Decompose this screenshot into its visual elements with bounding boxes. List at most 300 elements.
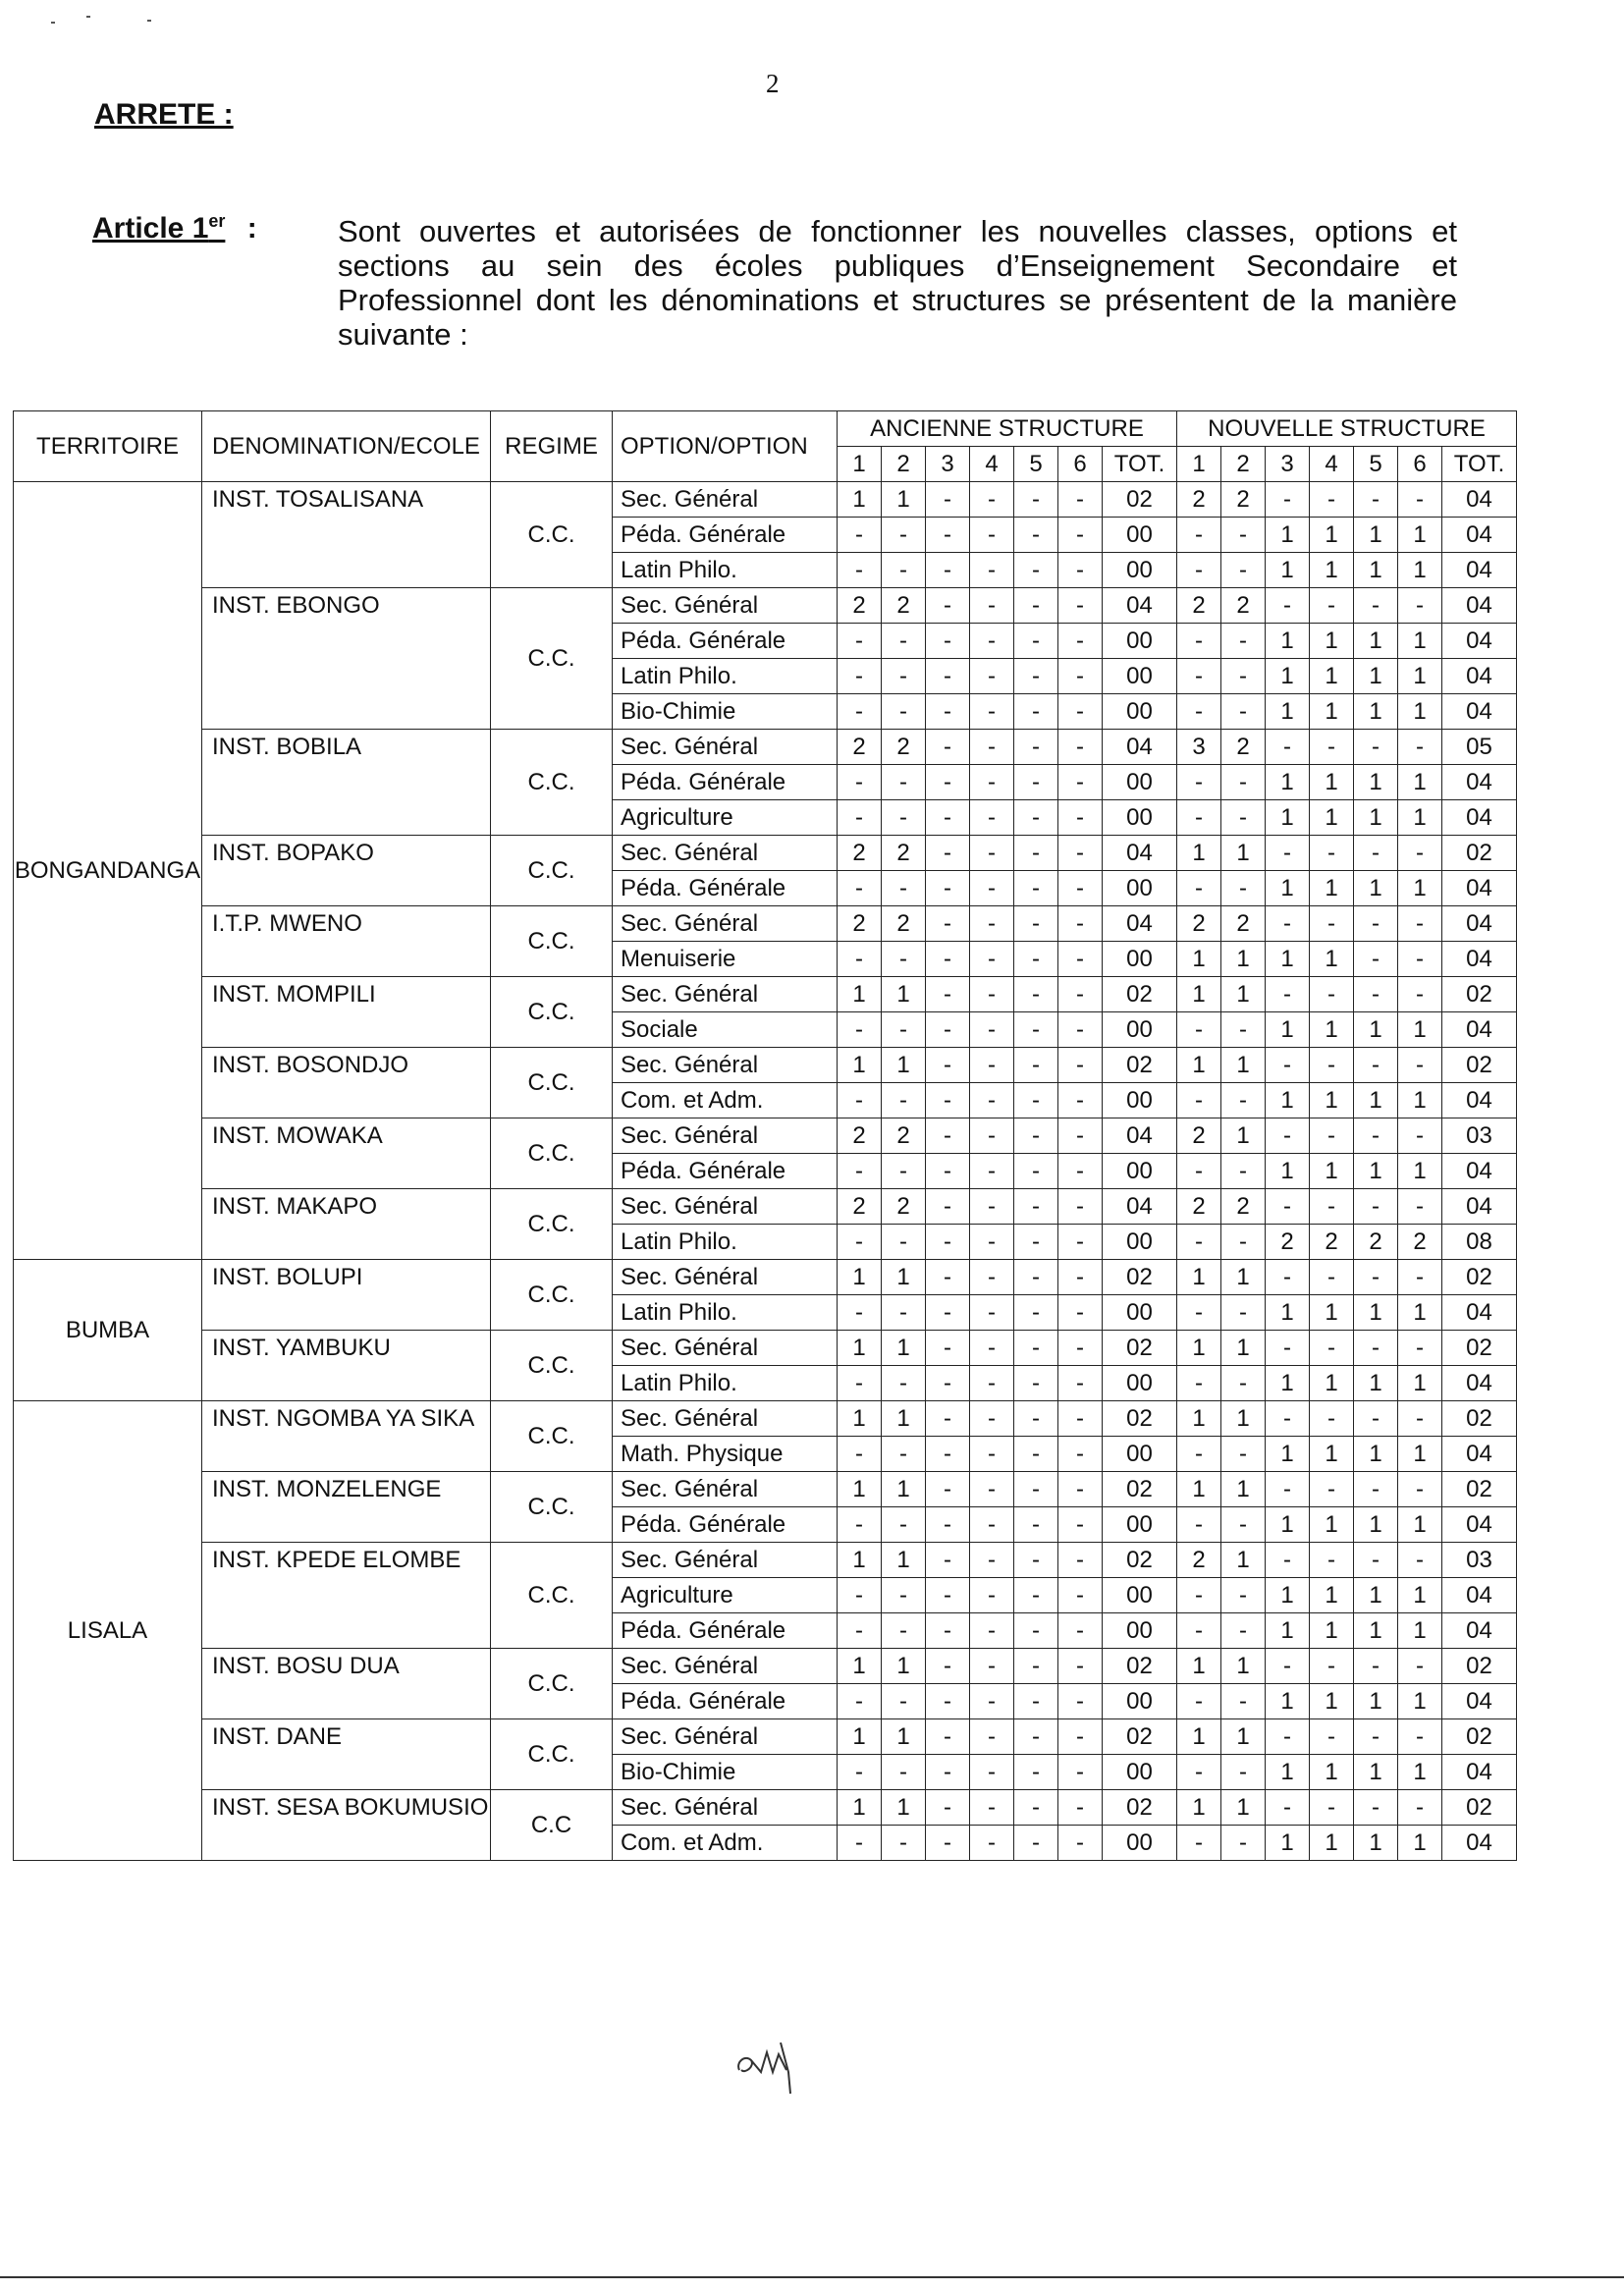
- nouvelle-class-cell: 1: [1398, 765, 1442, 800]
- option-cell: Sec. Général: [613, 1331, 838, 1366]
- nouvelle-class-cell: 1: [1398, 624, 1442, 659]
- nouvelle-class-cell: 1: [1354, 1083, 1398, 1118]
- nouvelle-class-cell: -: [1221, 1225, 1266, 1260]
- ancienne-class-cell: -: [1058, 1295, 1103, 1331]
- nouvelle-class-cell: -: [1310, 730, 1354, 765]
- school-name-cell: INST. EBONGO: [202, 588, 491, 730]
- ancienne-class-cell: -: [1014, 1295, 1058, 1331]
- ancienne-class-cell: 1: [882, 1260, 926, 1295]
- option-cell: Sociale: [613, 1012, 838, 1048]
- ancienne-class-cell: -: [1058, 1154, 1103, 1189]
- ancienne-class-cell: -: [838, 518, 882, 553]
- nouvelle-class-cell: -: [1177, 1012, 1221, 1048]
- nouvelle-class-cell: -: [1177, 624, 1221, 659]
- ancienne-class-cell: -: [1058, 1083, 1103, 1118]
- nouvelle-class-cell: 1: [1221, 836, 1266, 871]
- option-cell: Agriculture: [613, 800, 838, 836]
- ancienne-class-cell: -: [1058, 518, 1103, 553]
- nouvelle-class-cell: 1: [1354, 871, 1398, 906]
- nouvelle-class-cell: 1: [1398, 1437, 1442, 1472]
- nouvelle-class-cell: 1: [1177, 836, 1221, 871]
- ancienne-class-cell: -: [970, 977, 1014, 1012]
- school-name-cell: INST. BOBILA: [202, 730, 491, 836]
- ancienne-class-cell: -: [926, 1790, 970, 1826]
- nouvelle-class-cell: 1: [1266, 871, 1310, 906]
- ancienne-total-cell: 04: [1103, 836, 1177, 871]
- ancienne-class-cell: -: [882, 1437, 926, 1472]
- table-row: [14, 977, 1517, 1012]
- scan-speck: [86, 16, 90, 18]
- nouvelle-class-cell: -: [1177, 553, 1221, 588]
- nouvelle-total-cell: 04: [1442, 942, 1517, 977]
- nouvelle-class-cell: 1: [1177, 942, 1221, 977]
- ancienne-class-cell: -: [1014, 694, 1058, 730]
- ancienne-class-cell: -: [1058, 1189, 1103, 1225]
- ancienne-class-cell: -: [970, 1118, 1014, 1154]
- ancienne-class-cell: -: [970, 1225, 1014, 1260]
- ancienne-class-cell: -: [838, 1578, 882, 1613]
- ancienne-class-cell: -: [970, 1012, 1014, 1048]
- ancienne-total-cell: 00: [1103, 553, 1177, 588]
- nouvelle-class-cell: -: [1177, 1225, 1221, 1260]
- nouvelle-class-cell: 2: [1221, 588, 1266, 624]
- nouvelle-class-cell: -: [1354, 1331, 1398, 1366]
- option-cell: Bio-Chimie: [613, 694, 838, 730]
- ancienne-class-cell: -: [1058, 588, 1103, 624]
- header-denomination: DENOMINATION/ECOLE: [202, 411, 491, 482]
- ancienne-class-cell: 1: [838, 977, 882, 1012]
- nouvelle-class-cell: -: [1266, 482, 1310, 518]
- ancienne-total-cell: 00: [1103, 1083, 1177, 1118]
- nouvelle-class-cell: -: [1177, 1578, 1221, 1613]
- nouvelle-class-cell: 2: [1177, 1118, 1221, 1154]
- nouvelle-class-cell: -: [1310, 1048, 1354, 1083]
- ancienne-class-cell: -: [926, 1613, 970, 1649]
- nouvelle-class-cell: -: [1177, 694, 1221, 730]
- bottom-rule: [0, 2276, 1624, 2278]
- nouvelle-class-cell: 1: [1266, 1154, 1310, 1189]
- ancienne-class-cell: -: [970, 1613, 1014, 1649]
- table-row: [14, 1472, 1517, 1507]
- ancienne-class-cell: -: [970, 518, 1014, 553]
- ancienne-class-cell: -: [970, 906, 1014, 942]
- ancienne-class-cell: -: [1014, 836, 1058, 871]
- ancienne-class-cell: -: [1058, 482, 1103, 518]
- nouvelle-class-cell: -: [1310, 1401, 1354, 1437]
- regime-cell: C.C.: [491, 588, 613, 730]
- signature-initials: [731, 2033, 810, 2101]
- ancienne-class-cell: -: [882, 1225, 926, 1260]
- nouvelle-total-cell: 02: [1442, 1472, 1517, 1507]
- table-row: [14, 906, 1517, 942]
- ancienne-class-cell: -: [1014, 1472, 1058, 1507]
- ancienne-class-cell: -: [838, 553, 882, 588]
- ancienne-class-cell: -: [838, 1154, 882, 1189]
- ancienne-class-cell: -: [970, 1472, 1014, 1507]
- option-cell: Sec. Général: [613, 1472, 838, 1507]
- nouvelle-class-cell: 2: [1177, 1543, 1221, 1578]
- nouvelle-class-cell: -: [1221, 1613, 1266, 1649]
- ancienne-class-cell: -: [970, 1048, 1014, 1083]
- ancienne-class-cell: -: [838, 1437, 882, 1472]
- nouvelle-class-cell: 1: [1310, 1755, 1354, 1790]
- ancienne-class-cell: -: [970, 1790, 1014, 1826]
- nouvelle-class-cell: 1: [1354, 1366, 1398, 1401]
- ancienne-class-cell: -: [1014, 1543, 1058, 1578]
- ancienne-class-cell: -: [926, 1649, 970, 1684]
- nouvelle-total-cell: 02: [1442, 1790, 1517, 1826]
- option-cell: Sec. Général: [613, 730, 838, 765]
- ancienne-class-cell: -: [1058, 553, 1103, 588]
- ancienne-total-cell: 00: [1103, 1507, 1177, 1543]
- nouvelle-class-cell: 1: [1221, 1649, 1266, 1684]
- ancienne-class-cell: -: [1014, 942, 1058, 977]
- header-anc-class-5: 5: [1014, 447, 1058, 482]
- nouvelle-class-cell: -: [1310, 836, 1354, 871]
- ancienne-class-cell: -: [926, 482, 970, 518]
- ancienne-class-cell: -: [838, 694, 882, 730]
- ancienne-class-cell: -: [882, 1613, 926, 1649]
- ancienne-total-cell: 00: [1103, 518, 1177, 553]
- nouvelle-class-cell: -: [1310, 1472, 1354, 1507]
- option-cell: Com. et Adm.: [613, 1826, 838, 1861]
- ancienne-class-cell: -: [926, 1295, 970, 1331]
- nouvelle-class-cell: 1: [1354, 1613, 1398, 1649]
- ancienne-total-cell: 02: [1103, 1401, 1177, 1437]
- nouvelle-class-cell: 1: [1354, 659, 1398, 694]
- nouvelle-class-cell: 1: [1221, 977, 1266, 1012]
- ancienne-class-cell: -: [882, 1826, 926, 1861]
- ancienne-class-cell: -: [926, 1118, 970, 1154]
- ancienne-class-cell: -: [926, 1472, 970, 1507]
- nouvelle-class-cell: -: [1177, 518, 1221, 553]
- nouvelle-class-cell: -: [1310, 1260, 1354, 1295]
- ancienne-class-cell: -: [970, 1083, 1014, 1118]
- article-label-colon: :: [246, 212, 257, 245]
- nouvelle-class-cell: -: [1310, 1189, 1354, 1225]
- regime-cell: C.C.: [491, 1118, 613, 1189]
- nouvelle-class-cell: -: [1221, 1684, 1266, 1719]
- ancienne-class-cell: -: [970, 836, 1014, 871]
- nouvelle-class-cell: 1: [1398, 1154, 1442, 1189]
- ancienne-class-cell: -: [882, 871, 926, 906]
- nouvelle-class-cell: 2: [1266, 1225, 1310, 1260]
- ancienne-total-cell: 00: [1103, 942, 1177, 977]
- nouvelle-total-cell: 04: [1442, 1083, 1517, 1118]
- nouvelle-class-cell: 1: [1177, 1719, 1221, 1755]
- nouvelle-total-cell: 04: [1442, 871, 1517, 906]
- nouvelle-class-cell: -: [1177, 1507, 1221, 1543]
- ancienne-class-cell: -: [882, 765, 926, 800]
- header-nouv-class-5: 5: [1354, 447, 1398, 482]
- ancienne-class-cell: -: [926, 1755, 970, 1790]
- ancienne-class-cell: -: [926, 588, 970, 624]
- nouvelle-class-cell: 2: [1177, 588, 1221, 624]
- school-name-cell: I.T.P. MWENO: [202, 906, 491, 977]
- nouvelle-class-cell: -: [1310, 482, 1354, 518]
- nouvelle-class-cell: 1: [1354, 765, 1398, 800]
- regime-cell: C.C.: [491, 482, 613, 588]
- ancienne-class-cell: 1: [838, 1543, 882, 1578]
- ancienne-class-cell: -: [926, 1507, 970, 1543]
- nouvelle-class-cell: -: [1266, 1790, 1310, 1826]
- nouvelle-class-cell: -: [1221, 1755, 1266, 1790]
- nouvelle-class-cell: -: [1221, 1012, 1266, 1048]
- nouvelle-class-cell: 1: [1354, 1755, 1398, 1790]
- option-cell: Agriculture: [613, 1578, 838, 1613]
- nouvelle-total-cell: 04: [1442, 1437, 1517, 1472]
- nouvelle-class-cell: 1: [1310, 659, 1354, 694]
- ancienne-class-cell: -: [882, 1083, 926, 1118]
- nouvelle-class-cell: 1: [1310, 518, 1354, 553]
- nouvelle-class-cell: -: [1177, 1826, 1221, 1861]
- ancienne-class-cell: -: [838, 800, 882, 836]
- ancienne-class-cell: -: [882, 1578, 926, 1613]
- nouvelle-total-cell: 04: [1442, 1826, 1517, 1861]
- ancienne-class-cell: -: [1014, 977, 1058, 1012]
- ancienne-class-cell: 1: [882, 977, 926, 1012]
- nouvelle-class-cell: -: [1177, 1437, 1221, 1472]
- nouvelle-class-cell: 1: [1398, 659, 1442, 694]
- nouvelle-class-cell: -: [1177, 1083, 1221, 1118]
- ancienne-class-cell: -: [1058, 1719, 1103, 1755]
- ancienne-class-cell: -: [1058, 1260, 1103, 1295]
- table-row: [14, 1048, 1517, 1083]
- nouvelle-class-cell: -: [1398, 482, 1442, 518]
- nouvelle-class-cell: -: [1266, 1048, 1310, 1083]
- nouvelle-class-cell: -: [1398, 906, 1442, 942]
- nouvelle-class-cell: 1: [1398, 1295, 1442, 1331]
- option-cell: Péda. Générale: [613, 1507, 838, 1543]
- ancienne-class-cell: -: [882, 659, 926, 694]
- nouvelle-class-cell: 1: [1310, 871, 1354, 906]
- header-anc-class-1: 1: [838, 447, 882, 482]
- ancienne-class-cell: -: [1014, 1331, 1058, 1366]
- ancienne-class-cell: -: [970, 624, 1014, 659]
- ancienne-class-cell: -: [970, 482, 1014, 518]
- nouvelle-total-cell: 04: [1442, 1154, 1517, 1189]
- ancienne-class-cell: -: [970, 1154, 1014, 1189]
- nouvelle-class-cell: 1: [1266, 659, 1310, 694]
- nouvelle-class-cell: -: [1221, 659, 1266, 694]
- nouvelle-class-cell: -: [1266, 1719, 1310, 1755]
- option-cell: Péda. Générale: [613, 1613, 838, 1649]
- ancienne-total-cell: 00: [1103, 1225, 1177, 1260]
- ancienne-class-cell: -: [1014, 1613, 1058, 1649]
- nouvelle-class-cell: 1: [1221, 1048, 1266, 1083]
- ancienne-class-cell: -: [838, 1225, 882, 1260]
- ancienne-class-cell: -: [838, 1295, 882, 1331]
- nouvelle-class-cell: -: [1354, 1790, 1398, 1826]
- ancienne-class-cell: -: [926, 694, 970, 730]
- ancienne-class-cell: -: [970, 765, 1014, 800]
- table-row: [14, 836, 1517, 871]
- header-anc-class-6: 6: [1058, 447, 1103, 482]
- ancienne-class-cell: -: [882, 1755, 926, 1790]
- ancienne-class-cell: -: [926, 1048, 970, 1083]
- nouvelle-class-cell: 1: [1221, 1790, 1266, 1826]
- ancienne-class-cell: -: [838, 1507, 882, 1543]
- nouvelle-class-cell: -: [1221, 694, 1266, 730]
- nouvelle-class-cell: -: [1177, 765, 1221, 800]
- nouvelle-class-cell: -: [1354, 1401, 1398, 1437]
- ancienne-class-cell: -: [838, 659, 882, 694]
- ancienne-total-cell: 04: [1103, 906, 1177, 942]
- ancienne-class-cell: -: [1058, 1543, 1103, 1578]
- nouvelle-class-cell: -: [1398, 1649, 1442, 1684]
- ancienne-class-cell: 2: [838, 836, 882, 871]
- ancienne-class-cell: -: [838, 1826, 882, 1861]
- nouvelle-class-cell: 1: [1354, 1012, 1398, 1048]
- ancienne-class-cell: -: [1058, 1225, 1103, 1260]
- school-name-cell: INST. BOSONDJO: [202, 1048, 491, 1118]
- ancienne-total-cell: 00: [1103, 1578, 1177, 1613]
- nouvelle-class-cell: -: [1354, 1118, 1398, 1154]
- nouvelle-class-cell: -: [1354, 1189, 1398, 1225]
- ancienne-class-cell: -: [926, 1437, 970, 1472]
- ancienne-class-cell: -: [926, 1083, 970, 1118]
- nouvelle-total-cell: 04: [1442, 765, 1517, 800]
- ancienne-class-cell: -: [970, 1826, 1014, 1861]
- ancienne-class-cell: -: [1014, 588, 1058, 624]
- ancienne-class-cell: 2: [882, 836, 926, 871]
- nouvelle-class-cell: -: [1310, 1118, 1354, 1154]
- ancienne-class-cell: -: [1058, 1437, 1103, 1472]
- nouvelle-total-cell: 04: [1442, 518, 1517, 553]
- nouvelle-class-cell: 1: [1398, 1083, 1442, 1118]
- ancienne-class-cell: -: [926, 871, 970, 906]
- ancienne-class-cell: -: [926, 1154, 970, 1189]
- ancienne-class-cell: -: [838, 1366, 882, 1401]
- ancienne-class-cell: -: [970, 800, 1014, 836]
- nouvelle-total-cell: 04: [1442, 1366, 1517, 1401]
- ancienne-class-cell: 1: [838, 1472, 882, 1507]
- ancienne-class-cell: -: [838, 1684, 882, 1719]
- option-cell: Com. et Adm.: [613, 1083, 838, 1118]
- ancienne-class-cell: 1: [882, 1543, 926, 1578]
- ancienne-class-cell: -: [970, 1260, 1014, 1295]
- option-cell: Sec. Général: [613, 1260, 838, 1295]
- ancienne-class-cell: -: [1014, 659, 1058, 694]
- ancienne-class-cell: -: [1014, 1755, 1058, 1790]
- nouvelle-class-cell: -: [1266, 1189, 1310, 1225]
- school-name-cell: INST. TOSALISANA: [202, 482, 491, 588]
- nouvelle-total-cell: 04: [1442, 800, 1517, 836]
- table-body: [14, 482, 1517, 1861]
- ancienne-class-cell: 2: [838, 730, 882, 765]
- ancienne-class-cell: -: [1058, 977, 1103, 1012]
- nouvelle-class-cell: 1: [1310, 1295, 1354, 1331]
- nouvelle-class-cell: -: [1221, 1366, 1266, 1401]
- nouvelle-class-cell: 2: [1221, 482, 1266, 518]
- nouvelle-class-cell: -: [1398, 588, 1442, 624]
- ancienne-class-cell: -: [1058, 836, 1103, 871]
- ancienne-class-cell: -: [1014, 1578, 1058, 1613]
- ancienne-class-cell: 1: [882, 1048, 926, 1083]
- school-name-cell: INST. BOLUPI: [202, 1260, 491, 1331]
- ancienne-class-cell: -: [970, 942, 1014, 977]
- ancienne-class-cell: -: [1058, 1684, 1103, 1719]
- nouvelle-class-cell: 1: [1310, 1826, 1354, 1861]
- nouvelle-class-cell: -: [1354, 482, 1398, 518]
- ancienne-class-cell: -: [882, 518, 926, 553]
- nouvelle-class-cell: 2: [1221, 730, 1266, 765]
- nouvelle-total-cell: 03: [1442, 1543, 1517, 1578]
- nouvelle-class-cell: 1: [1354, 553, 1398, 588]
- regime-cell: C.C.: [491, 1331, 613, 1401]
- nouvelle-class-cell: 1: [1221, 1719, 1266, 1755]
- nouvelle-class-cell: 1: [1266, 800, 1310, 836]
- nouvelle-class-cell: 1: [1398, 1012, 1442, 1048]
- table-row: [14, 1543, 1517, 1578]
- option-cell: Sec. Général: [613, 482, 838, 518]
- ancienne-class-cell: -: [838, 942, 882, 977]
- header-regime: REGIME: [491, 411, 613, 482]
- table-row: [14, 1189, 1517, 1225]
- header-anc-class-2: 2: [882, 447, 926, 482]
- nouvelle-class-cell: 1: [1266, 1083, 1310, 1118]
- school-name-cell: INST. MOMPILI: [202, 977, 491, 1048]
- ancienne-class-cell: -: [970, 1684, 1014, 1719]
- ancienne-total-cell: 00: [1103, 1684, 1177, 1719]
- nouvelle-class-cell: 2: [1221, 906, 1266, 942]
- nouvelle-total-cell: 04: [1442, 1507, 1517, 1543]
- nouvelle-class-cell: 1: [1221, 1401, 1266, 1437]
- ancienne-class-cell: -: [1014, 1684, 1058, 1719]
- option-cell: Sec. Général: [613, 1189, 838, 1225]
- ancienne-total-cell: 00: [1103, 1154, 1177, 1189]
- nouvelle-total-cell: 04: [1442, 1684, 1517, 1719]
- nouvelle-class-cell: 1: [1221, 942, 1266, 977]
- regime-cell: C.C.: [491, 836, 613, 906]
- nouvelle-class-cell: -: [1221, 518, 1266, 553]
- ancienne-class-cell: -: [1058, 1578, 1103, 1613]
- nouvelle-class-cell: 1: [1266, 1684, 1310, 1719]
- ancienne-class-cell: 1: [838, 1401, 882, 1437]
- ancienne-class-cell: -: [926, 1366, 970, 1401]
- nouvelle-class-cell: -: [1398, 942, 1442, 977]
- ancienne-total-cell: 00: [1103, 1012, 1177, 1048]
- nouvelle-class-cell: -: [1177, 800, 1221, 836]
- option-cell: Menuiserie: [613, 942, 838, 977]
- ancienne-class-cell: -: [1014, 730, 1058, 765]
- nouvelle-class-cell: 1: [1310, 765, 1354, 800]
- nouvelle-class-cell: 1: [1177, 1401, 1221, 1437]
- ancienne-class-cell: -: [1014, 1118, 1058, 1154]
- nouvelle-total-cell: 02: [1442, 977, 1517, 1012]
- regime-cell: C.C.: [491, 1189, 613, 1260]
- nouvelle-class-cell: -: [1266, 836, 1310, 871]
- ancienne-class-cell: 1: [882, 1401, 926, 1437]
- regime-cell: C.C.: [491, 1260, 613, 1331]
- nouvelle-class-cell: 1: [1266, 1826, 1310, 1861]
- nouvelle-class-cell: -: [1221, 624, 1266, 659]
- nouvelle-class-cell: 2: [1177, 1189, 1221, 1225]
- nouvelle-class-cell: 1: [1310, 1578, 1354, 1613]
- ancienne-class-cell: -: [1014, 1401, 1058, 1437]
- ancienne-class-cell: -: [1058, 1755, 1103, 1790]
- ancienne-class-cell: -: [1058, 730, 1103, 765]
- ancienne-class-cell: -: [970, 1295, 1014, 1331]
- nouvelle-class-cell: -: [1266, 1472, 1310, 1507]
- nouvelle-class-cell: -: [1354, 906, 1398, 942]
- ancienne-class-cell: -: [1014, 1260, 1058, 1295]
- ancienne-class-cell: -: [882, 1366, 926, 1401]
- nouvelle-class-cell: 1: [1398, 1366, 1442, 1401]
- ancienne-class-cell: -: [1058, 1401, 1103, 1437]
- ancienne-class-cell: -: [926, 1225, 970, 1260]
- header-anc-class-4: 4: [970, 447, 1014, 482]
